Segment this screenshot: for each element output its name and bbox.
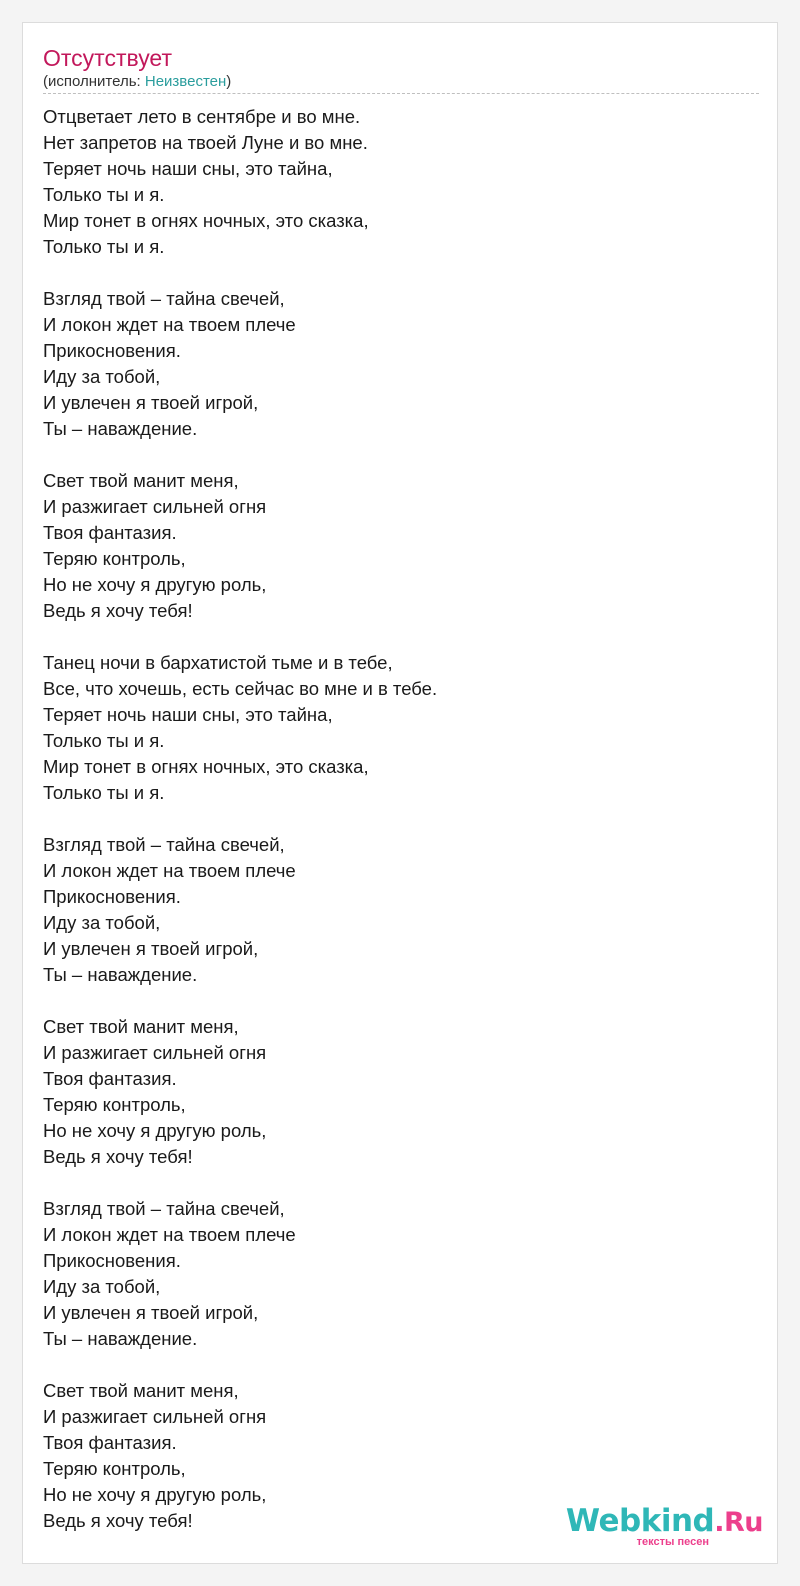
- lyrics-line: Твоя фантазия.: [43, 522, 177, 543]
- lyrics-line: Теряет ночь наши сны, это тайна,: [43, 704, 333, 725]
- lyrics-line: Прикосновения.: [43, 886, 181, 907]
- artist-link[interactable]: Неизвестен: [144, 73, 227, 90]
- lyrics-line: Все, что хочешь, есть сейчас во мне и в тебе.: [43, 678, 438, 699]
- lyrics-line: Но не хочу я другую роль,: [43, 1120, 267, 1141]
- lyrics-line: Твоя фантазия.: [43, 1432, 177, 1453]
- lyrics-line: Взгляд твой – тайна свечей,: [43, 834, 285, 855]
- lyrics-stanza: [43, 1014, 743, 1170]
- logo-tagline: тексты песен: [636, 1536, 709, 1548]
- lyrics-line: Теряет ночь наши сны, это тайна,: [43, 158, 333, 179]
- lyrics-line: Ты – наваждение.: [43, 418, 198, 439]
- lyrics-stanza: [43, 832, 743, 988]
- title-divider: [43, 93, 759, 94]
- lyrics-line: Только ты и я.: [43, 236, 165, 257]
- site-logo[interactable]: [563, 1503, 763, 1551]
- lyrics-line: И разжигает сильней огня: [43, 496, 267, 517]
- lyrics-line: Теряю контроль,: [43, 548, 186, 569]
- lyrics-line: Иду за тобой,: [43, 1276, 161, 1297]
- lyrics-line: Твоя фантазия.: [43, 1068, 177, 1089]
- lyrics-body: [43, 104, 743, 1560]
- lyrics-line: И локон ждет на твоем плече: [43, 314, 296, 335]
- lyrics-line: И увлечен я твоей игрой,: [43, 392, 259, 413]
- lyrics-stanza: [43, 650, 743, 806]
- lyrics-line: И увлечен я твоей игрой,: [43, 938, 259, 959]
- lyrics-line: Нет запретов на твоей Луне и во мне.: [43, 132, 368, 153]
- lyrics-line: Взгляд твой – тайна свечей,: [43, 288, 285, 309]
- song-title: Отсутствует: [43, 45, 172, 71]
- lyrics-line: Ведь я хочу тебя!: [43, 600, 193, 621]
- logo-word: Webkind: [565, 1503, 715, 1539]
- lyrics-stanza: [43, 104, 743, 260]
- lyrics-line: Но не хочу я другую роль,: [43, 1484, 267, 1505]
- lyrics-line: Но не хочу я другую роль,: [43, 574, 267, 595]
- artist-line: [43, 73, 231, 91]
- lyrics-line: Теряю контроль,: [43, 1094, 186, 1115]
- lyrics-line: И увлечен я твоей игрой,: [43, 1302, 259, 1323]
- lyrics-line: И локон ждет на твоем плече: [43, 1224, 296, 1245]
- lyrics-line: Прикосновения.: [43, 1250, 181, 1271]
- lyrics-stanza: [43, 286, 743, 442]
- lyrics-line: Ты – наваждение.: [43, 1328, 198, 1349]
- lyrics-line: Мир тонет в огнях ночных, это сказка,: [43, 756, 369, 777]
- lyrics-line: Свет твой манит меня,: [43, 470, 239, 491]
- lyrics-line: Только ты и я.: [43, 184, 165, 205]
- lyrics-line: Мир тонет в огнях ночных, это сказка,: [43, 210, 369, 231]
- lyrics-line: Свет твой манит меня,: [43, 1380, 239, 1401]
- lyrics-stanza: [43, 468, 743, 624]
- lyrics-line: Танец ночи в бархатистой тьме и в тебе,: [43, 652, 393, 673]
- lyrics-line: Только ты и я.: [43, 782, 165, 803]
- lyrics-line: И разжигает сильней огня: [43, 1406, 267, 1427]
- lyrics-stanza: [43, 1196, 743, 1352]
- lyrics-card: [22, 22, 778, 1564]
- lyrics-line: Ты – наваждение.: [43, 964, 198, 985]
- lyrics-line: Теряю контроль,: [43, 1458, 186, 1479]
- lyrics-line: Ведь я хочу тебя!: [43, 1510, 193, 1531]
- lyrics-line: Только ты и я.: [43, 730, 165, 751]
- lyrics-line: Взгляд твой – тайна свечей,: [43, 1198, 285, 1219]
- logo-tld: .Ru: [714, 1507, 763, 1538]
- lyrics-line: Иду за тобой,: [43, 912, 161, 933]
- artist-suffix: ): [226, 73, 232, 90]
- lyrics-line: Отцветает лето в сентябре и во мне.: [43, 106, 361, 127]
- artist-prefix: (исполнитель:: [43, 73, 145, 90]
- lyrics-line: И локон ждет на твоем плече: [43, 860, 296, 881]
- lyrics-line: Иду за тобой,: [43, 366, 161, 387]
- lyrics-line: Прикосновения.: [43, 340, 181, 361]
- lyrics-line: И разжигает сильней огня: [43, 1042, 267, 1063]
- lyrics-line: Свет твой манит меня,: [43, 1016, 239, 1037]
- lyrics-line: Ведь я хочу тебя!: [43, 1146, 193, 1167]
